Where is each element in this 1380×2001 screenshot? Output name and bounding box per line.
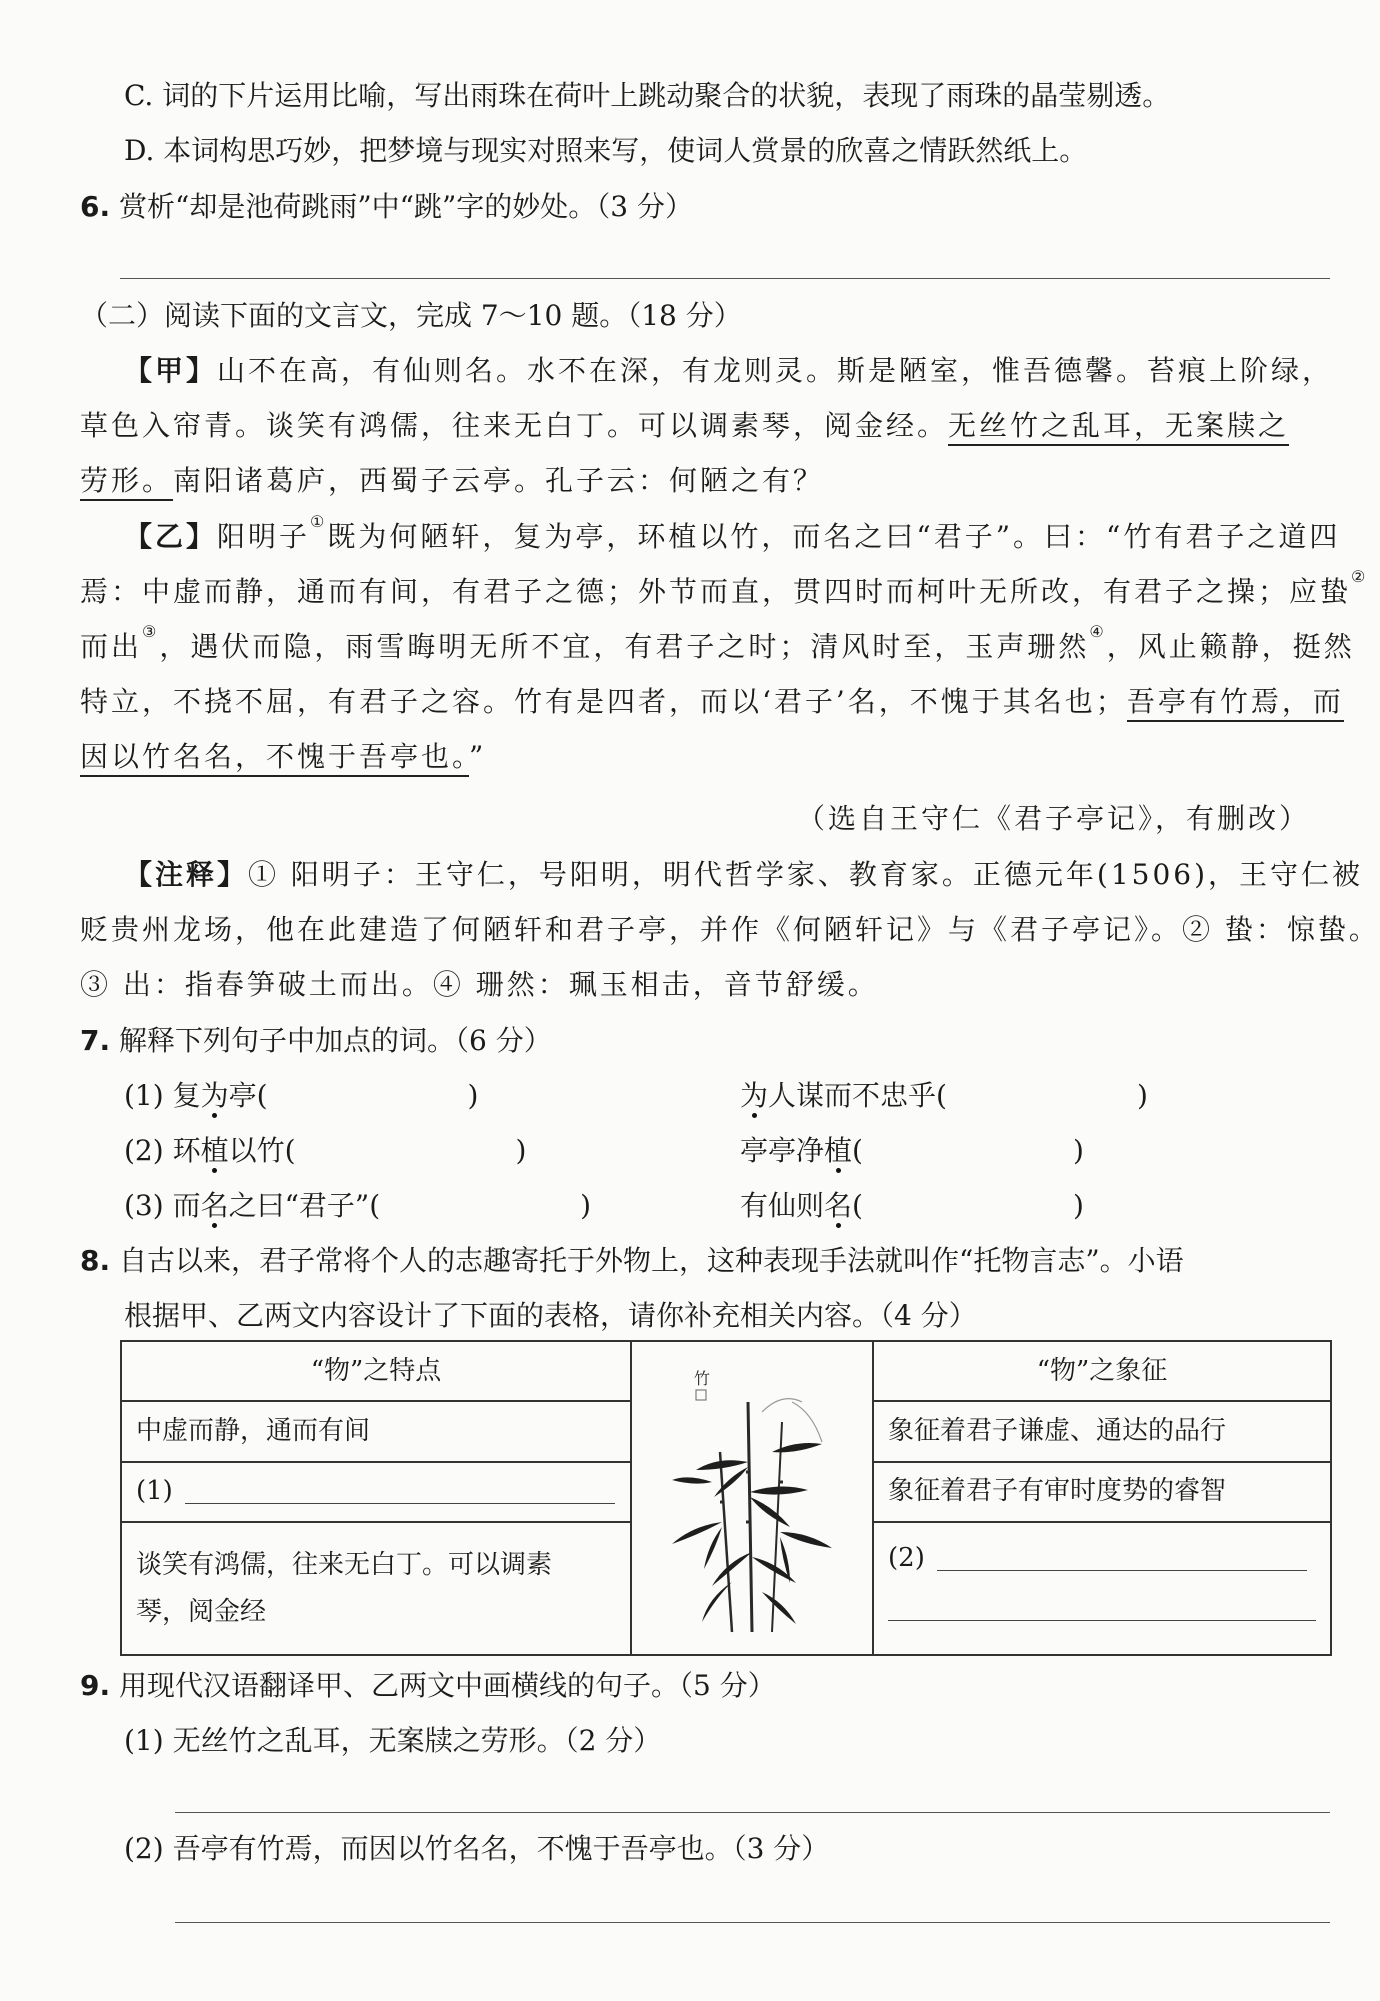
table-symbol-1: 象征着君子谦虚、通达的品行 <box>873 1401 1331 1461</box>
bamboo-painting-image <box>632 1342 872 1642</box>
passage-jia-tag: 【甲】 <box>124 354 218 387</box>
passage-yi-line2: 焉：中虚而静，通而有间，有君子之德；外节而直，贯四时而柯叶无所改，有君子之操；应蛰② <box>80 567 1369 608</box>
notes-line3: ③ 出：指春笋破土而出。④ 珊然：珮玉相击，音节舒缓。 <box>80 968 879 1001</box>
table-symbol-2: 象征着君子有审时度势的睿智 <box>873 1462 1331 1522</box>
q7-question: 7. 解释下列句子中加点的词。（6 分） <box>80 1024 552 1057</box>
passage-yi-line3: 而出③，遇伏而隐，雨雪晦明无所不宜，有君子之时；清风时至，玉声珊然④，风止籁静，挺然 <box>80 622 1355 663</box>
q9-answer-line-2[interactable] <box>175 1922 1330 1923</box>
passage-jia-line2: 草色入帘青。谈笑有鸿儒，往来无白丁。可以调素琴，阅金经。无丝竹之乱耳，无案牍之 <box>80 405 1289 447</box>
passage-yi-tag: 【乙】 <box>124 520 218 553</box>
q5-option-d: D. 本词构思巧妙，把梦境与现实对照来写，使词人赏景的欣喜之情跃然纸上。 <box>124 134 1088 167</box>
seal-icon <box>696 1390 706 1400</box>
q8-table <box>120 1340 1332 1656</box>
passage-yi-line4: 特立，不挠不屈，有君子之容。竹有是四者，而以‘君子’名，不愧于其名也；吾亭有竹焉，而 <box>80 681 1344 723</box>
q9-answer-line-1[interactable] <box>175 1812 1330 1813</box>
q7-item-2-right: 亭亭净植( ) <box>740 1134 1084 1167</box>
notes-tag: 【注释】 <box>124 858 249 891</box>
table-header-symbolism: “物”之象征 <box>873 1341 1331 1401</box>
q9-sentence-1: (1) 无丝竹之乱耳，无案牍之劳形。（2 分） <box>124 1724 662 1757</box>
passage-jia-line1: 【甲】山不在高，有仙则名。水不在深，有龙则灵。斯是陋室，惟吾德馨。苔痕上阶绿， <box>124 354 1334 387</box>
q6-question <box>80 186 693 228</box>
q7-item-3-right: 有仙则名( ) <box>740 1189 1084 1222</box>
table-blank-1[interactable] <box>185 1481 615 1504</box>
table-blank-2-line2[interactable] <box>888 1586 1316 1621</box>
passage-source: （选自王守仁《君子亭记》，有删改） <box>796 802 1310 835</box>
q7-item-1-right: 为人谋而不忠乎( ) <box>740 1079 1148 1112</box>
q6-answer-line[interactable] <box>120 278 1330 279</box>
q9-question: 9. 用现代汉语翻译甲、乙两文中画横线的句子。（5 分） <box>80 1669 776 1702</box>
table-header-traits: “物”之特点 <box>121 1341 631 1401</box>
table-trait-2: (1) <box>121 1462 631 1522</box>
q7-item-2-left: (2) 环植以竹( ) <box>124 1134 527 1167</box>
table-trait-3: 谈笑有鸿儒，往来无白丁。可以调素 琴，阅金经 <box>121 1522 631 1655</box>
notes-line2: 贬贵州龙场，他在此建造了何陋轩和君子亭，并作《何陋轩记》与《君子亭记》。② 蛰：惊蛰。 <box>80 913 1380 946</box>
section2-title: （二）阅读下面的文言文，完成 7～10 题。（18 分） <box>80 299 742 332</box>
q8-question-line2: 根据甲、乙两文内容设计了下面的表格，请你补充相关内容。（4 分） <box>124 1299 977 1332</box>
yi-underlined-sentence: 吾亭有竹焉，而 <box>1127 685 1344 722</box>
q5-option-c: C. 词的下片运用比喻，写出雨珠在荷叶上跳动聚合的状貌，表现了雨珠的晶莹剔透。 <box>124 79 1171 112</box>
q6-number: 6. <box>80 190 111 223</box>
q7-item-1-left: (1) 复为亭( ) <box>124 1079 479 1112</box>
bamboo-stalk-1 <box>748 1402 752 1632</box>
q8-question-line1: 8. 自古以来，君子常将个人的志趣寄托于外物上，这种表现手法就叫作“托物言志”。小语 <box>80 1244 1184 1277</box>
table-symbol-3: (2) <box>873 1522 1331 1655</box>
passage-jia-line3: 劳形。南阳诸葛庐，西蜀子云亭。孔子云：何陋之有？ <box>80 460 824 502</box>
table-blank-2[interactable] <box>937 1548 1307 1571</box>
jia-underlined-sentence: 无丝竹之乱耳，无案牍之 <box>948 409 1289 446</box>
q6-text: 赏析“却是池荷跳雨”中“跳”字的妙处。（3 分） <box>119 190 694 223</box>
bamboo-image-cell <box>631 1341 873 1655</box>
passage-yi-line1: 【乙】阳明子①既为何陋轩，复为亭，环植以竹，而名之曰“君子”。曰：“竹有君子之道四 <box>124 512 1341 553</box>
q9-sentence-2: (2) 吾亭有竹焉，而因以竹名名，不愧于吾亭也。（3 分） <box>124 1832 830 1865</box>
bamboo-label: 竹 <box>694 1369 711 1388</box>
passage-yi-line5: 因以竹名名，不愧于吾亭也。” <box>80 736 486 778</box>
q7-item-3-left: (3) 而名之曰“君子”( ) <box>124 1189 592 1222</box>
table-trait-1: 中虚而静，通而有间 <box>121 1401 631 1461</box>
notes-line1: 【注释】① 阳明子：王守仁，号阳明，明代哲学家、教育家。正德元年(1506)，王守仁被 <box>124 858 1364 891</box>
